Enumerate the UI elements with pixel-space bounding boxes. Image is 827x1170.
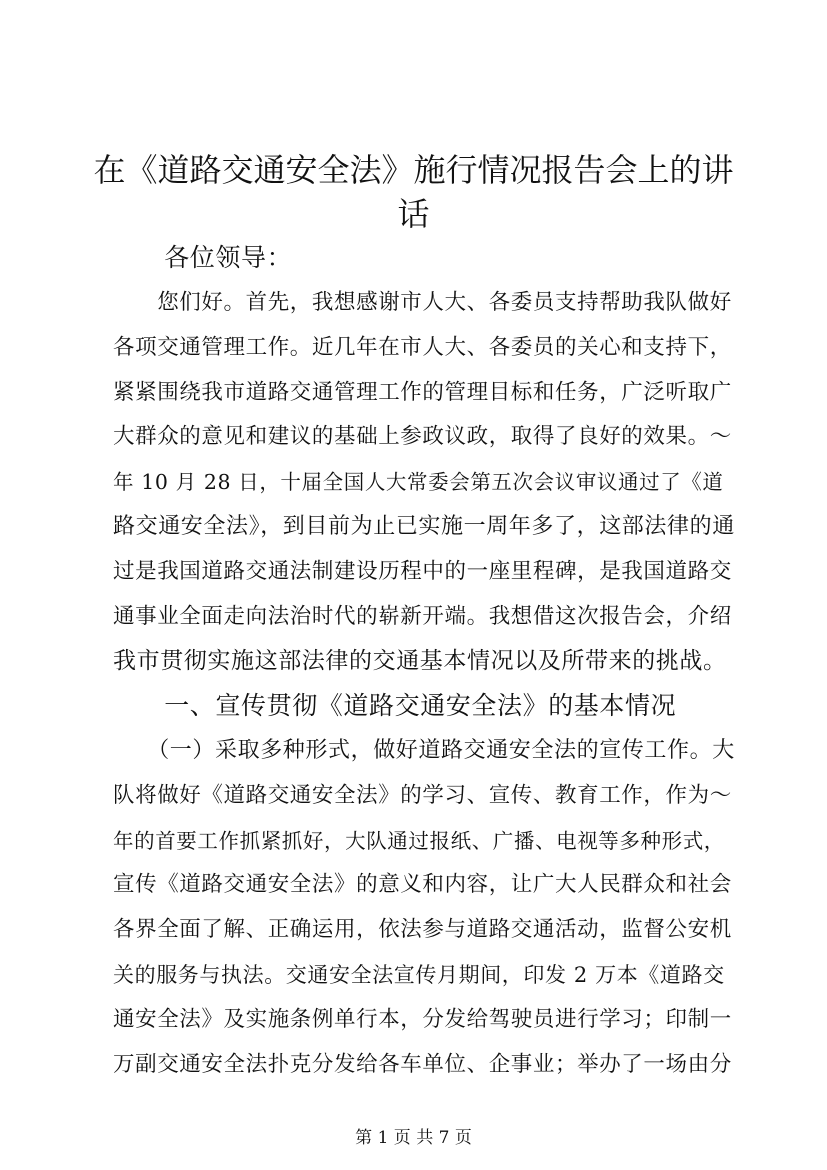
page-number-footer: 第 1 页 共 7 页 <box>355 1128 472 1148</box>
body-text-line: （一）采取多种形式，做好道路交通安全法的宣传工作。大 <box>113 738 735 763</box>
body-text-line: 年的首要工作抓紧抓好，大队通过报纸、广播、电视等多种形式， <box>113 829 725 853</box>
body-text-line: 您们好。首先，我想感谢市人大、各委员支持帮助我队做好 <box>113 290 732 315</box>
document-title-line-1: 在《道路交通安全法》施行情况报告会上的讲 <box>93 151 734 189</box>
body-text-line: 路交通安全法》，到目前为止已实施一周年多了，这部法律的通 <box>113 514 735 539</box>
document-title-line-2: 话 <box>397 195 430 233</box>
body-text-line: 队将做好《道路交通安全法》的学习、宣传、教育工作，作为～ <box>113 783 732 808</box>
body-text-line: 宣传《道路交通安全法》的意义和内容，让广大人民群众和社会 <box>113 872 732 897</box>
body-text-line: 紧紧围绕我市道路交通管理工作的管理目标和任务，广泛听取广 <box>113 380 732 405</box>
body-text-line: 大群众的意见和建议的基础上参政议政，取得了良好的效果。～ <box>113 424 732 449</box>
body-text-line: 通事业全面走向法治时代的崭新开端。我想借这次报告会，介绍 <box>113 604 732 629</box>
body-text-line: 万副交通安全法扑克分发给各车单位、企事业；举办了一场由分 <box>113 1052 732 1077</box>
body-text-line: 年 10 月 28 日，十届全国人大常委会第五次会议审议通过了《道 <box>113 470 724 494</box>
body-text-line: 过是我国道路交通法制建设历程中的一座里程碑，是我国道路交 <box>113 559 732 584</box>
body-text-line: 通安全法》及实施条例单行本，分发给驾驶员进行学习；印制一 <box>113 1007 732 1032</box>
body-text-line: 我市贯彻实施这部法律的交通基本情况以及所带来的挑战。 <box>113 648 727 674</box>
body-text-line: 各项交通管理工作。近几年在市人大、各委员的关心和支持下， <box>113 335 732 360</box>
section-heading: 一、宣传贯彻《道路交通安全法》的基本情况 <box>113 691 677 720</box>
body-text-line: 关的服务与执法。交通安全法宣传月期间，印发 2 万本《道路交 <box>113 963 725 987</box>
salutation-line: 各位领导： <box>113 243 293 272</box>
body-text-line: 各界全面了解、正确运用，依法参与道路交通活动，监督公安机 <box>113 917 732 942</box>
